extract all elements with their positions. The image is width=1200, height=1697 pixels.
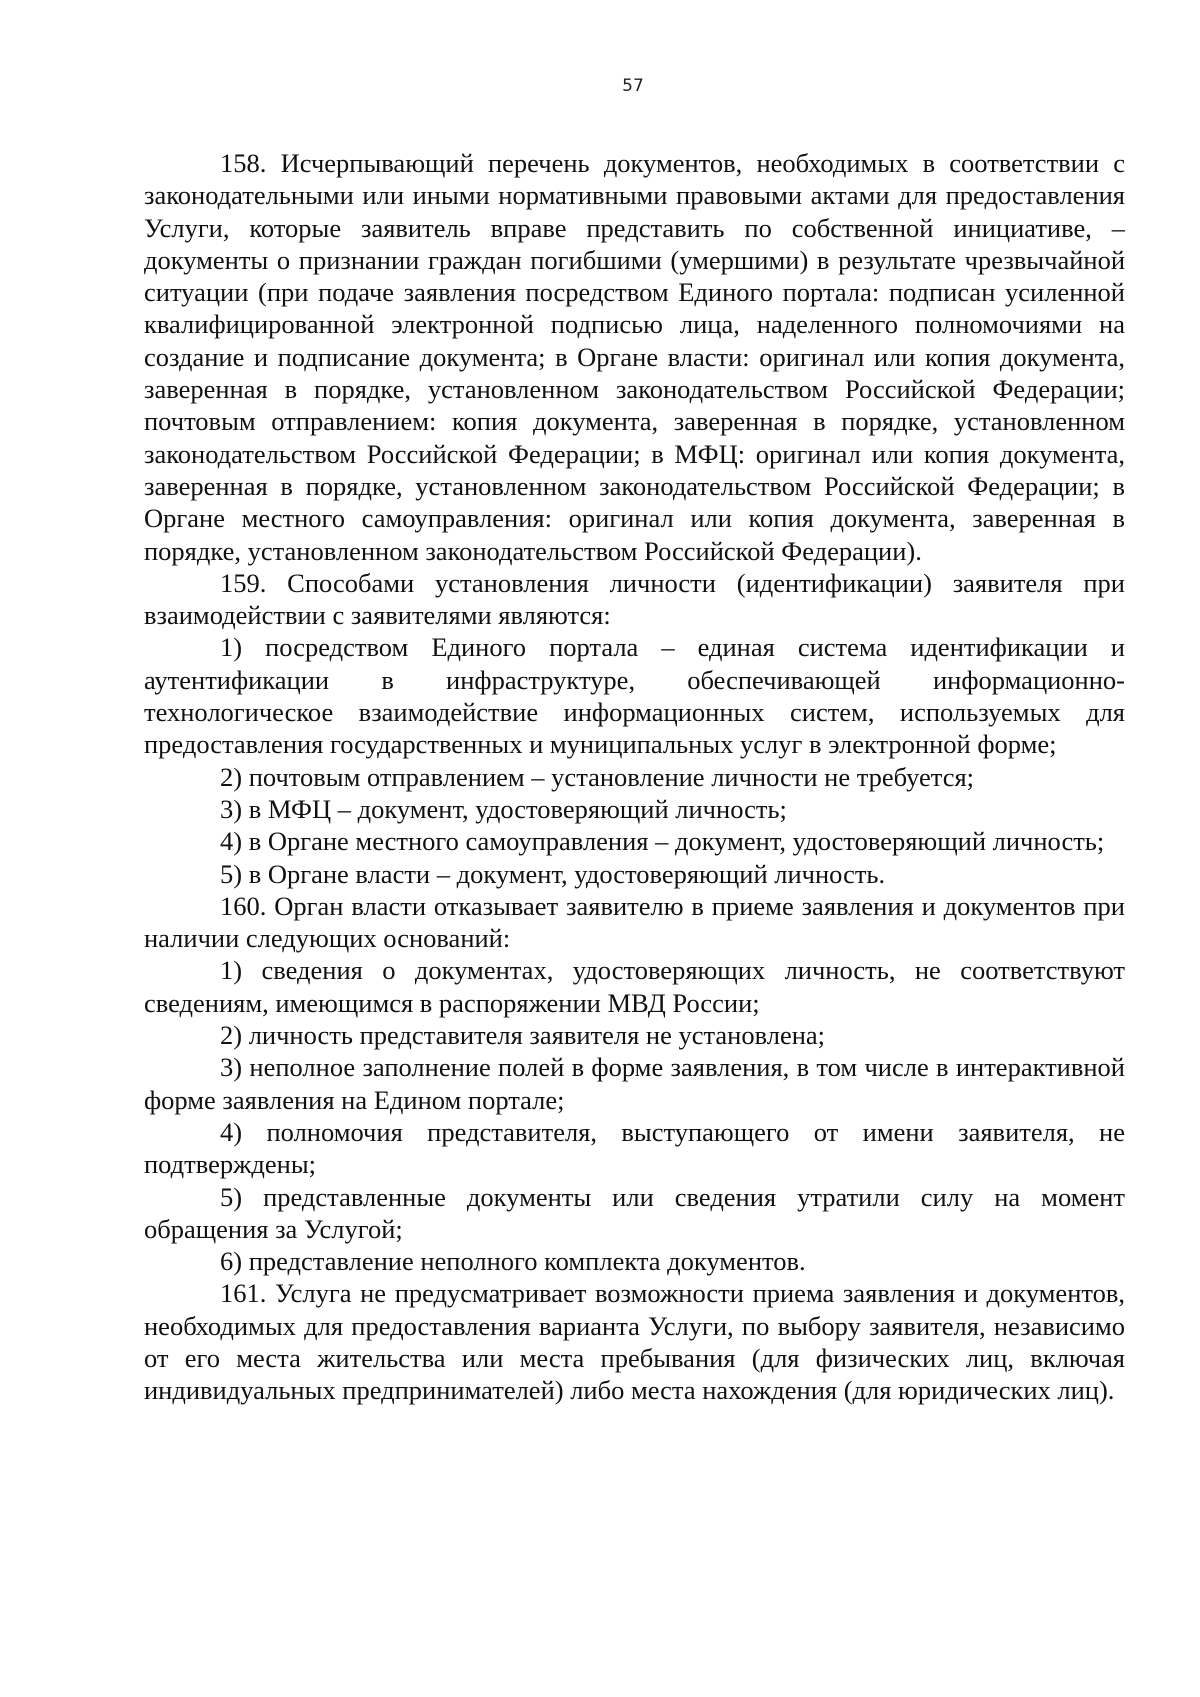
paragraph-158: 158. Исчерпывающий перечень документов, необходимых в соответствии с законодательными или иными нормативными правовыми актами для предоставления Услуги, которые заявитель вправе представить по собственной инициативе, – документы о признании граждан погибшими (умершими) в результате чрезвычайной ситуации (при подаче заявления посредством Единого портала: подписан усиленной квалифицированной электронной подписью лица, наделенного полномочиями на создание и подписание документа; в Органе власти: оригинал или копия документа, заверенная в порядке, установленном законодательством Российской Федерации; почтовым отправлением: копия документа, заверенная в порядке, установленном законодательством Российской Федерации; в МФЦ: оригинал или копия документа, заверенная в порядке, установленном законодательством Российской Федерации; в Органе местного самоуправления: оригинал или копия документа, заверенная в порядке, установленном законодательством Российской Федерации). <box>144 148 1125 566</box>
document-body <box>144 147 1125 1407</box>
page-number: 57 <box>622 76 644 96</box>
list-item: 1) сведения о документах, удостоверяющих личность, не соответствуют сведениям, имеющимся в распоряжении МВД России; <box>144 955 1125 1018</box>
list-item: 6) представление неполного комплекта документов. <box>220 1246 806 1277</box>
list-item: 4) в Органе местного самоуправления – документ, удостоверяющий личность; <box>220 826 1105 857</box>
list-item: 3) неполное заполнение полей в форме заявления, в том числе в интерактивной форме заявления на Едином портале; <box>144 1052 1125 1115</box>
list-item: 1) посредством Единого портала – единая система идентификации и аутентификации в инфраструктуре, обеспечивающей информационно-технологическое взаимодействие информационных систем, используемых для предоставления государственных и муниципальных услуг в электронной форме; <box>144 632 1125 760</box>
list-item: 2) почтовым отправлением – установление личности не требуется; <box>220 761 975 792</box>
list-item: 3) в МФЦ – документ, удостоверяющий личность; <box>220 793 787 824</box>
paragraph-161: 161. Услуга не предусматривает возможности приема заявления и документов, необходимых для предоставления варианта Услуги, по выбору заявителя, независимо от его места жительства или места пребывания (для физических лиц, включая индивидуальных предпринимателей) либо места нахождения (для юридических лиц). <box>144 1278 1125 1406</box>
list-item: 4) полномочия представителя, выступающего от имени заявителя, не подтверждены; <box>144 1116 1125 1180</box>
list-item: 2) личность представителя заявителя не установлена; <box>220 1020 826 1051</box>
list-item: 5) представленные документы или сведения утратили силу на момент обращения за Услугой; <box>144 1181 1125 1244</box>
paragraph-159: 159. Способами установления личности (идентификации) заявителя при взаимодействии с заявителями являются: <box>144 567 1125 631</box>
list-item: 5) в Органе власти – документ, удостоверяющий личность. <box>220 858 886 889</box>
paragraph-160: 160. Орган власти отказывает заявителю в приеме заявления и документов при наличии следующих оснований: <box>144 890 1125 954</box>
